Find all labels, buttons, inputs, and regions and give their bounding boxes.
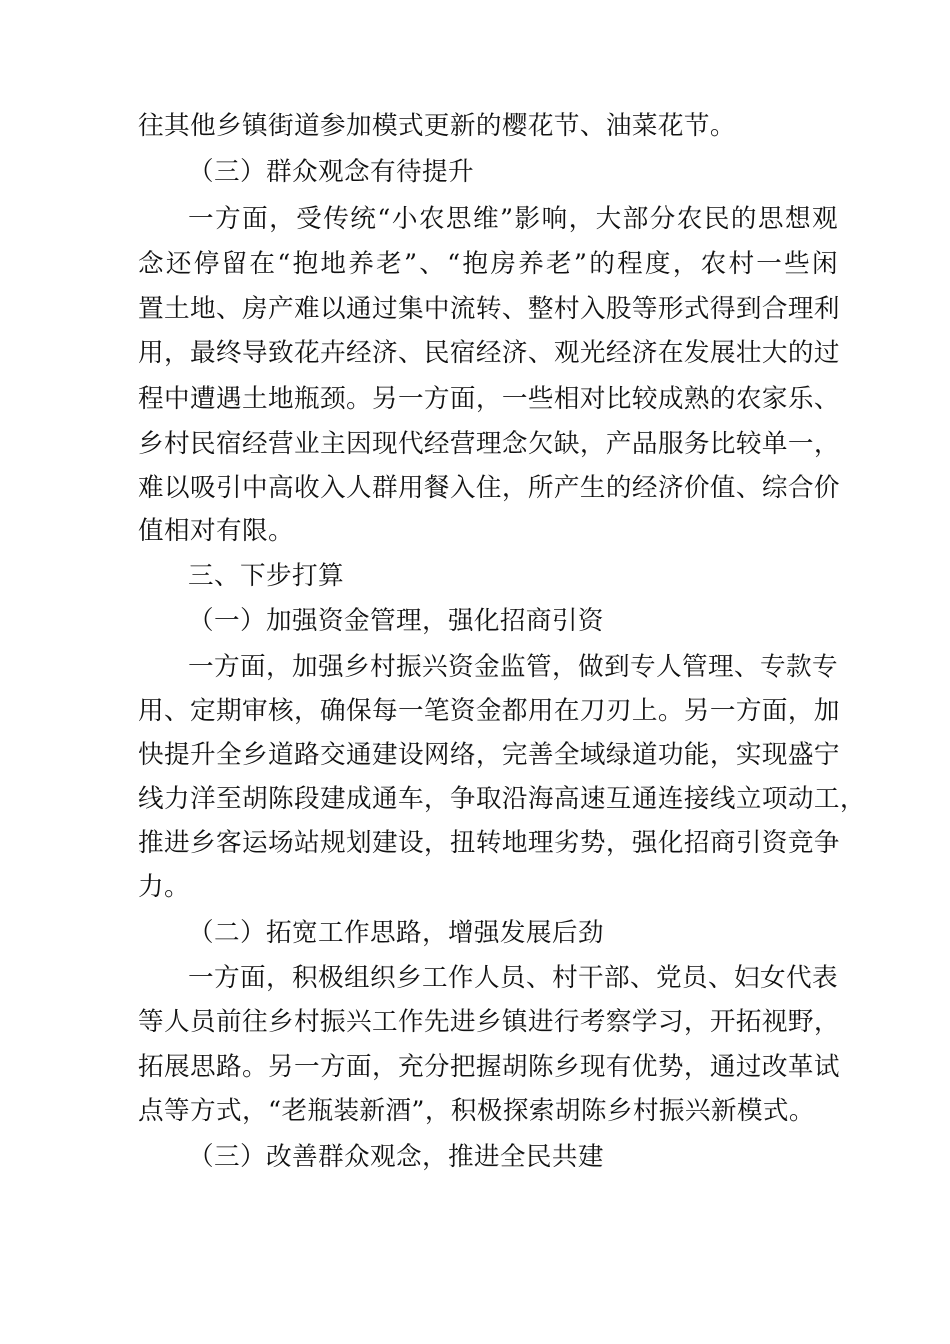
text-line: 快提升全乡道路交通建设网络，完善全域绿道功能，实现盛宁 (138, 740, 840, 770)
text-line: 线力洋至胡陈段建成通车，争取沿海高速互通连接线立项动工， (138, 784, 866, 814)
text-line: 程中遭遇土地瓶颈。另一方面，一些相对比较成熟的农家乐、 (138, 384, 840, 414)
text-line: 一方面，加强乡村振兴资金监管，做到专人管理、专款专 (188, 652, 838, 682)
text-line: 等人员前往乡村振兴工作先进乡镇进行考察学习，开拓视野， (138, 1007, 840, 1037)
section-heading: 三、下步打算 (188, 561, 344, 591)
subsection-heading: （三）群众观念有待提升 (188, 157, 474, 187)
text-line: 拓展思路。另一方面，充分把握胡陈乡现有优势，通过改革试 (138, 1052, 840, 1082)
text-line: 一方面，受传统“小农思维”影响，大部分农民的思想观 (188, 204, 838, 234)
text-line: 置土地、房产难以通过集中流转、整村入股等形式得到合理利 (138, 294, 840, 324)
text-line: 力。 (138, 872, 190, 902)
subsection-heading: （三）改善群众观念，推进全民共建 (188, 1142, 604, 1172)
text-line: 乡村民宿经营业主因现代经营理念欠缺，产品服务比较单一， (138, 429, 840, 459)
text-line: 往其他乡镇街道参加模式更新的樱花节、油菜花节。 (138, 111, 736, 141)
text-line: 念还停留在“抱地养老”、“抱房养老”的程度，农村一些闲 (138, 249, 838, 279)
subsection-heading: （一）加强资金管理，强化招商引资 (188, 606, 604, 636)
text-line: 一方面，积极组织乡工作人员、村干部、党员、妇女代表 (188, 963, 838, 993)
text-line: 点等方式，“老瓶装新酒”，积极探索胡陈乡村振兴新模式。 (138, 1096, 815, 1126)
text-line: 值相对有限。 (138, 516, 294, 546)
text-line: 用、定期审核，确保每一笔资金都用在刀刃上。另一方面，加 (138, 696, 840, 726)
text-line: 难以吸引中高收入人群用餐入住，所产生的经济价值、综合价 (138, 473, 840, 503)
text-line: 推进乡客运场站规划建设，扭转地理劣势，强化招商引资竞争 (138, 828, 840, 858)
text-line: 用，最终导致花卉经济、民宿经济、观光经济在发展壮大的过 (138, 338, 840, 368)
subsection-heading: （二）拓宽工作思路，增强发展后劲 (188, 918, 604, 948)
